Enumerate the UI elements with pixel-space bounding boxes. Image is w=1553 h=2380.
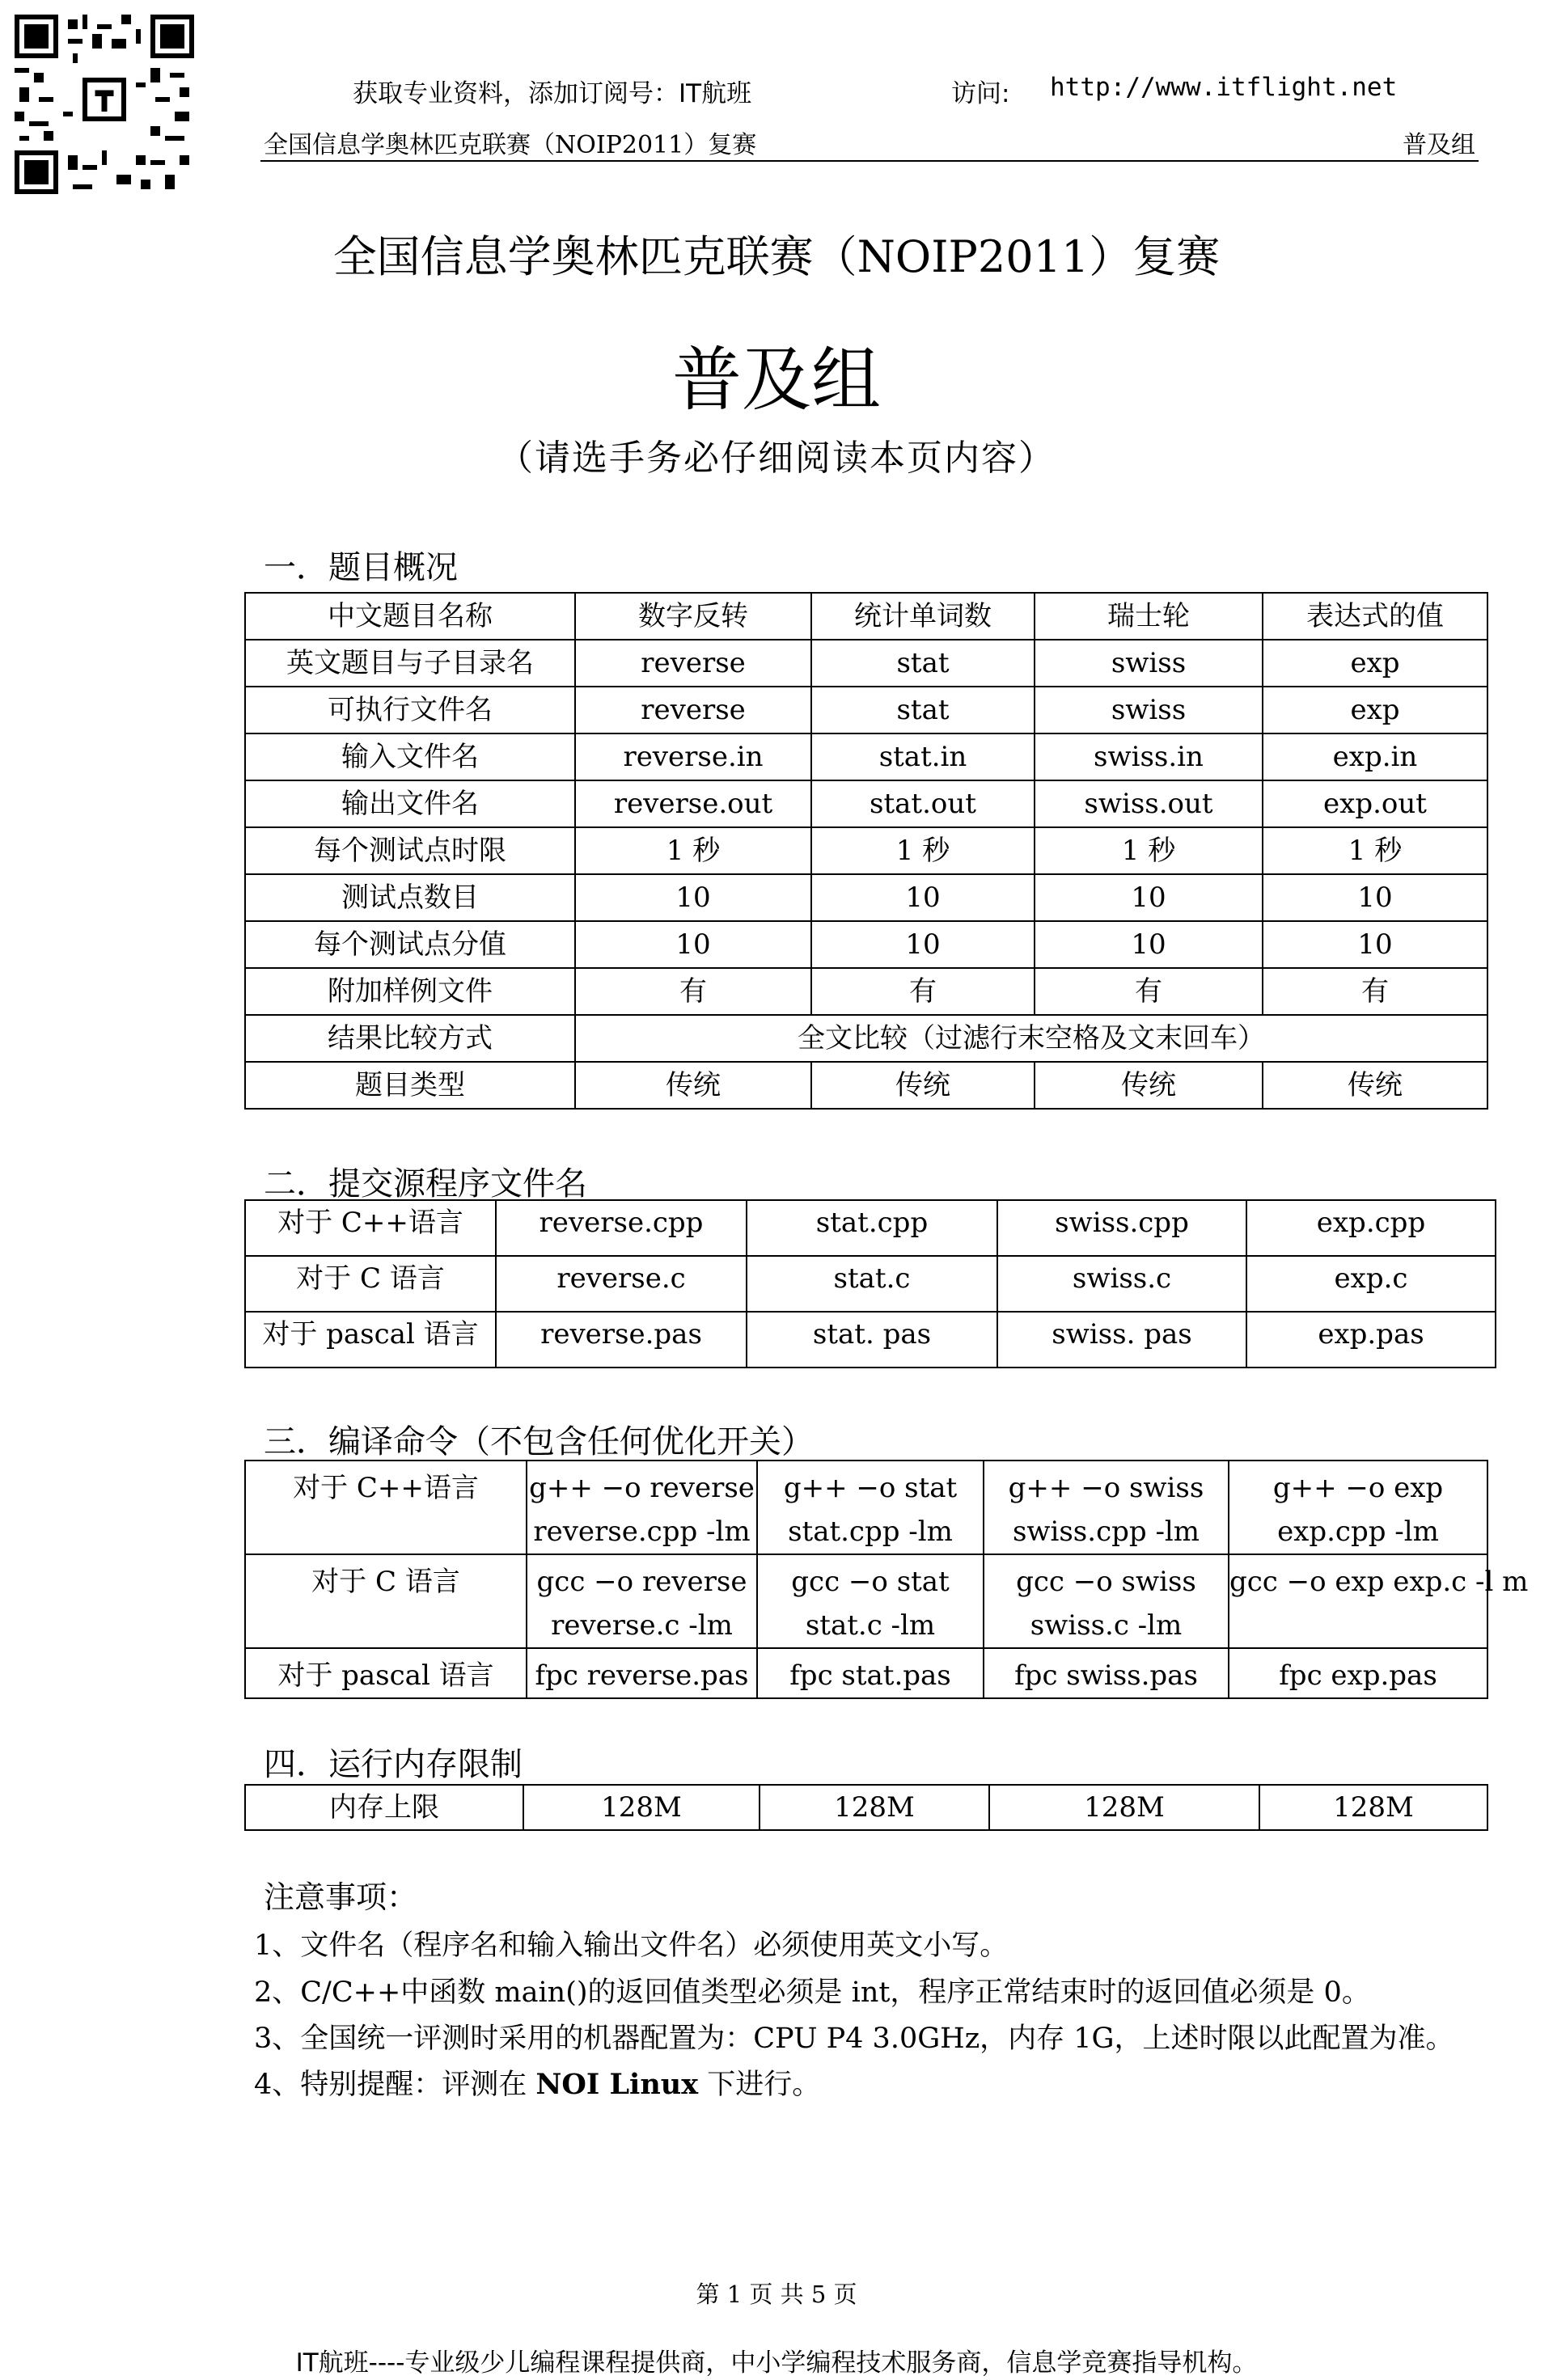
cell-line-1: 对于 C 语言 (311, 1566, 460, 1598)
running-title: 全国信息学奥林匹克联赛（NOIP2011）复赛 (264, 131, 757, 159)
note-2: 2、C/C++中函数 main()的返回值类型必须是 int，程序正常结束时的返回值必须是 0。 (254, 1976, 1370, 2009)
section-3-title: 三．编译命令（不包含任何优化开关） (264, 1423, 814, 1461)
promo-subscribe-text: 获取专业资料，添加订阅号：IT航班 (353, 79, 752, 108)
cell-line-1: g++ −o exp (1272, 1472, 1444, 1504)
cell-line-1: gcc −o stat (791, 1566, 950, 1598)
table-cell: stat. pas (747, 1312, 997, 1368)
row-header-cell: 题目类型 (245, 1062, 575, 1109)
note-4-prefix: 4、特别提醒：评测在 (254, 2069, 536, 2101)
overview-row (245, 687, 1487, 733)
promo-url-link[interactable]: http://www.itflight.net (1050, 73, 1398, 102)
table-cell: 传统 (575, 1062, 811, 1109)
row-header-cell: 对于 C++语言 (245, 1200, 496, 1256)
table-cell (527, 1461, 757, 1554)
table-cell: exp.c (1246, 1256, 1496, 1312)
table-cell: 10 (575, 921, 811, 968)
table-cell: exp.in (1263, 733, 1487, 780)
source-filename-table (244, 1199, 1496, 1368)
table-cell: exp (1263, 687, 1487, 733)
overview-row (245, 921, 1487, 968)
table-cell: swiss.cpp (997, 1200, 1246, 1256)
table-cell (527, 1554, 757, 1648)
table-cell: reverse.c (496, 1256, 747, 1312)
overview-row (245, 1015, 1487, 1062)
cell-line-1: g++ −o stat (783, 1472, 958, 1504)
table-cell: swiss (1035, 640, 1263, 687)
table-cell: stat (811, 640, 1035, 687)
memory-row (245, 1785, 1487, 1830)
row-header-cell: 测试点数目 (245, 874, 575, 921)
cell-line-1: fpc swiss.pas (1014, 1659, 1198, 1692)
row-header-cell: 中文题目名称 (245, 593, 575, 640)
cell-line-1: fpc reverse.pas (535, 1659, 749, 1692)
row-header-cell: 输出文件名 (245, 780, 575, 827)
table-cell: reverse (575, 687, 811, 733)
table-cell (1229, 1648, 1487, 1698)
cell-line-1: g++ −o reverse (529, 1472, 755, 1504)
table-cell (984, 1648, 1229, 1698)
note-4 (254, 2062, 820, 2103)
table-cell: 128M (1259, 1785, 1487, 1830)
problem-overview-table (244, 592, 1488, 1110)
table-cell: 数字反转 (575, 593, 811, 640)
table-cell: 10 (1035, 921, 1263, 968)
table-cell: swiss. pas (997, 1312, 1246, 1368)
table-cell: stat.in (811, 733, 1035, 780)
table-cell (527, 1648, 757, 1698)
compile-row (245, 1648, 1487, 1698)
table-cell: reverse.in (575, 733, 811, 780)
table-cell: 表达式的值 (1263, 593, 1487, 640)
running-group: 普及组 (1403, 131, 1475, 159)
row-header-cell: 附加样例文件 (245, 968, 575, 1015)
cell-line-2: swiss.cpp -lm (1012, 1516, 1200, 1548)
row-header-cell: 每个测试点分值 (245, 921, 575, 968)
table-cell: 传统 (1035, 1062, 1263, 1109)
table-cell: 128M (523, 1785, 760, 1830)
overview-row (245, 874, 1487, 921)
table-cell: reverse.pas (496, 1312, 747, 1368)
table-cell: swiss.out (1035, 780, 1263, 827)
compile-row (245, 1461, 1487, 1554)
overview-row (245, 593, 1487, 640)
cell-line-1: gcc −o exp exp.c -l m (1229, 1566, 1529, 1598)
compile-command-table (244, 1460, 1529, 1699)
row-header-cell: 结果比较方式 (245, 1015, 575, 1062)
cell-line-1: 对于 C++语言 (293, 1472, 479, 1504)
table-cell: stat.c (747, 1256, 997, 1312)
table-cell: 10 (1035, 874, 1263, 921)
table-cell: 128M (760, 1785, 989, 1830)
row-header-cell: 对于 C 语言 (245, 1256, 496, 1312)
overview-row (245, 640, 1487, 687)
memory-limit-table (244, 1784, 1488, 1831)
row-header-cell: 输入文件名 (245, 733, 575, 780)
note-1: 1、文件名（程序名和输入输出文件名）必须使用英文小写。 (254, 1930, 1009, 1962)
source-row (245, 1256, 1496, 1312)
overview-row (245, 827, 1487, 874)
compile-row (245, 1554, 1487, 1648)
table-cell: 瑞士轮 (1035, 593, 1263, 640)
table-cell (757, 1461, 984, 1554)
table-cell: exp.out (1263, 780, 1487, 827)
table-cell: 传统 (1263, 1062, 1487, 1109)
table-cell: reverse.cpp (496, 1200, 747, 1256)
cell-line-2: reverse.cpp -lm (533, 1516, 751, 1548)
table-cell: stat.cpp (747, 1200, 997, 1256)
table-cell: swiss (1035, 687, 1263, 733)
cell-line-1: 对于 pascal 语言 (277, 1659, 494, 1692)
cell-line-1: gcc −o swiss (1016, 1566, 1196, 1598)
table-cell: 1 秒 (575, 827, 811, 874)
table-cell: 有 (1263, 968, 1487, 1015)
promo-bar (0, 73, 1553, 108)
document-title: 全国信息学奥林匹克联赛（NOIP2011）复赛 (332, 231, 1221, 282)
table-cell: 传统 (811, 1062, 1035, 1109)
cell-line-2: swiss.c -lm (1030, 1609, 1183, 1642)
source-row (245, 1312, 1496, 1368)
table-cell: stat (811, 687, 1035, 733)
table-cell: 10 (1263, 921, 1487, 968)
table-cell: 有 (575, 968, 811, 1015)
table-cell: 10 (811, 874, 1035, 921)
section-2-title: 二．提交源程序文件名 (264, 1165, 587, 1203)
row-header-cell: 英文题目与子目录名 (245, 640, 575, 687)
cell-line-2: reverse.c -lm (551, 1609, 733, 1642)
note-3: 3、全国统一评测时采用的机器配置为：CPU P4 3.0GHz，内存 1G，上述时限以此配置为准。 (254, 2023, 1454, 2055)
overview-row (245, 968, 1487, 1015)
cell-line-1: fpc stat.pas (789, 1659, 951, 1692)
table-cell (1229, 1554, 1529, 1648)
row-header-cell: 对于 pascal 语言 (245, 1312, 496, 1368)
table-cell (757, 1648, 984, 1698)
cell-line-1: g++ −o swiss (1008, 1472, 1204, 1504)
running-header (260, 123, 1479, 162)
source-row (245, 1200, 1496, 1256)
table-cell: 1 秒 (1035, 827, 1263, 874)
row-header-cell (245, 1461, 527, 1554)
cell-line-2: stat.cpp -lm (788, 1516, 953, 1548)
section-1-title: 一．题目概况 (264, 549, 458, 586)
table-cell (757, 1554, 984, 1648)
cell-line-1: fpc exp.pas (1279, 1659, 1437, 1692)
table-cell: 1 秒 (811, 827, 1035, 874)
note-4-highlight: NOI Linux (535, 2068, 699, 2101)
section-4-title: 四．运行内存限制 (264, 1746, 523, 1783)
overview-row (245, 733, 1487, 780)
notes-title: 注意事项： (264, 1879, 418, 1915)
table-cell: swiss.c (997, 1256, 1246, 1312)
table-cell: 10 (575, 874, 811, 921)
cell-line-2: exp.cpp -lm (1277, 1516, 1439, 1548)
table-cell: exp.pas (1246, 1312, 1496, 1368)
cell-line-1: gcc −o reverse (536, 1566, 747, 1598)
cell-line-2: stat.c -lm (805, 1609, 936, 1642)
footer-text: IT航班----专业级少儿编程课程提供商，中小学编程技术服务商，信息学竞赛指导机构。 (295, 2348, 1258, 2378)
table-cell (984, 1461, 1229, 1554)
row-header-cell (245, 1648, 527, 1698)
table-cell: reverse.out (575, 780, 811, 827)
overview-row (245, 780, 1487, 827)
table-cell (984, 1554, 1229, 1648)
row-header-cell: 可执行文件名 (245, 687, 575, 733)
table-cell: 1 秒 (1263, 827, 1487, 874)
document-instruction: （请选手务必仔细阅读本页内容） (497, 438, 1056, 479)
table-cell: 128M (989, 1785, 1259, 1830)
table-cell: reverse (575, 640, 811, 687)
table-cell: 有 (811, 968, 1035, 1015)
table-cell: 10 (811, 921, 1035, 968)
table-cell: stat.out (811, 780, 1035, 827)
table-cell: 10 (1263, 874, 1487, 921)
table-cell: 有 (1035, 968, 1263, 1015)
table-cell: exp (1263, 640, 1487, 687)
row-header-cell: 每个测试点时限 (245, 827, 575, 874)
overview-row (245, 1062, 1487, 1109)
row-header-cell: 内存上限 (245, 1785, 523, 1830)
table-cell: swiss.in (1035, 733, 1263, 780)
table-cell: 统计单词数 (811, 593, 1035, 640)
note-4-suffix: 下进行。 (698, 2069, 821, 2101)
table-cell: exp.cpp (1246, 1200, 1496, 1256)
table-cell (1229, 1461, 1487, 1554)
table-cell: 全文比较（过滤行末空格及文末回车） (575, 1015, 1487, 1062)
row-header-cell (245, 1554, 527, 1648)
page-number: 第 1 页 共 5 页 (696, 2281, 857, 2308)
promo-visit-label: 访问: (951, 79, 1010, 108)
document-subtitle: 普及组 (672, 340, 881, 421)
